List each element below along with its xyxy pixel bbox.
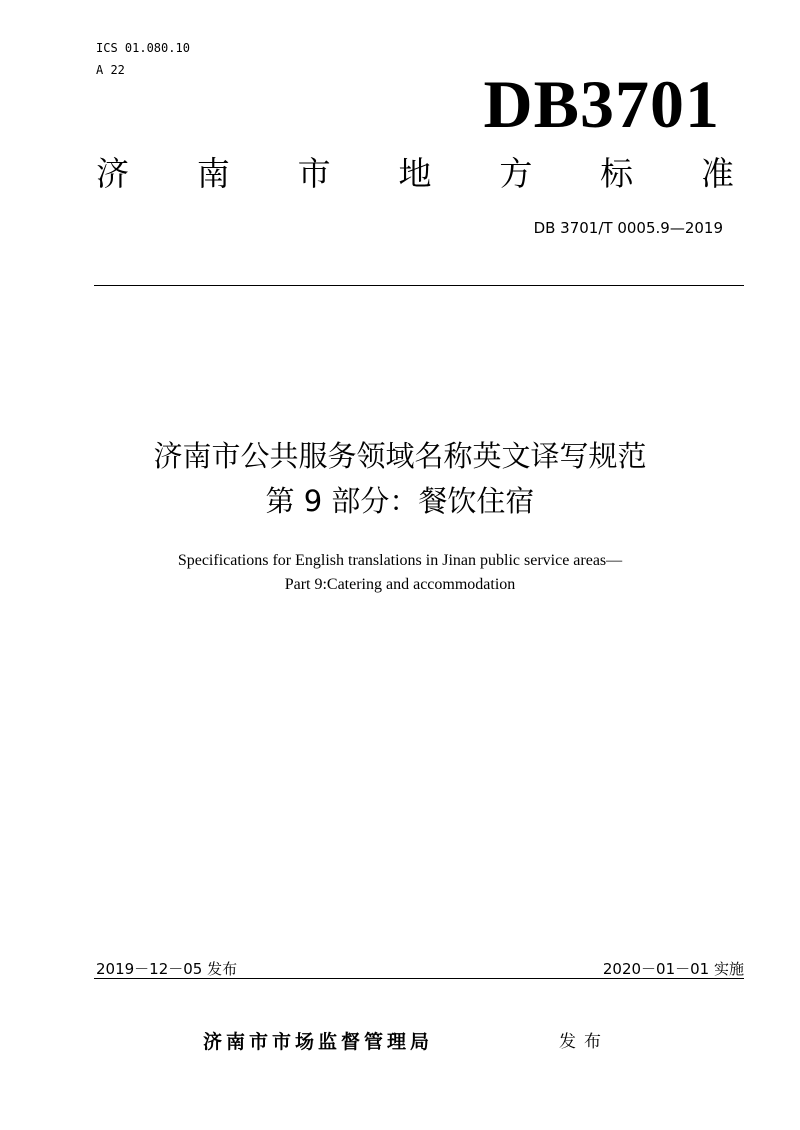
classification-code: A 22 [96, 63, 125, 77]
implementation-date: 2020－01－01 实施 [602, 960, 744, 978]
standard-code: DB3701 [483, 66, 720, 142]
standard-type-char: 市 [297, 154, 331, 193]
title-english-line-1: Specifications for English translations in Jinan public service areas— [177, 552, 623, 569]
standard-type [96, 152, 734, 196]
title-chinese-line-2: 第 9 部分：餐饮住宿 [265, 484, 535, 518]
footer-divider [94, 978, 744, 979]
issue-date: 2019－12－05 发布 [96, 960, 238, 978]
standard-number: DB 3701/T 0005.9—2019 [533, 219, 723, 237]
standard-type-char: 济 [96, 154, 129, 193]
standard-type-char: 准 [700, 154, 734, 193]
standard-type-char: 南 [196, 154, 230, 193]
title-english-line-2: Part 9:Catering and accommodation [284, 576, 516, 593]
header-divider [94, 285, 744, 286]
standard-type-char: 方 [499, 154, 533, 193]
title-chinese-line-1: 济南市公共服务领域名称英文译写规范 [153, 439, 647, 473]
ics-code: ICS 01.080.10 [96, 41, 190, 55]
standard-type-char: 标 [600, 154, 634, 193]
issue-label: 发布 [559, 1032, 609, 1052]
standard-type-char: 地 [398, 154, 432, 193]
issuing-authority: 济南市市场监督管理局 [203, 1031, 434, 1053]
